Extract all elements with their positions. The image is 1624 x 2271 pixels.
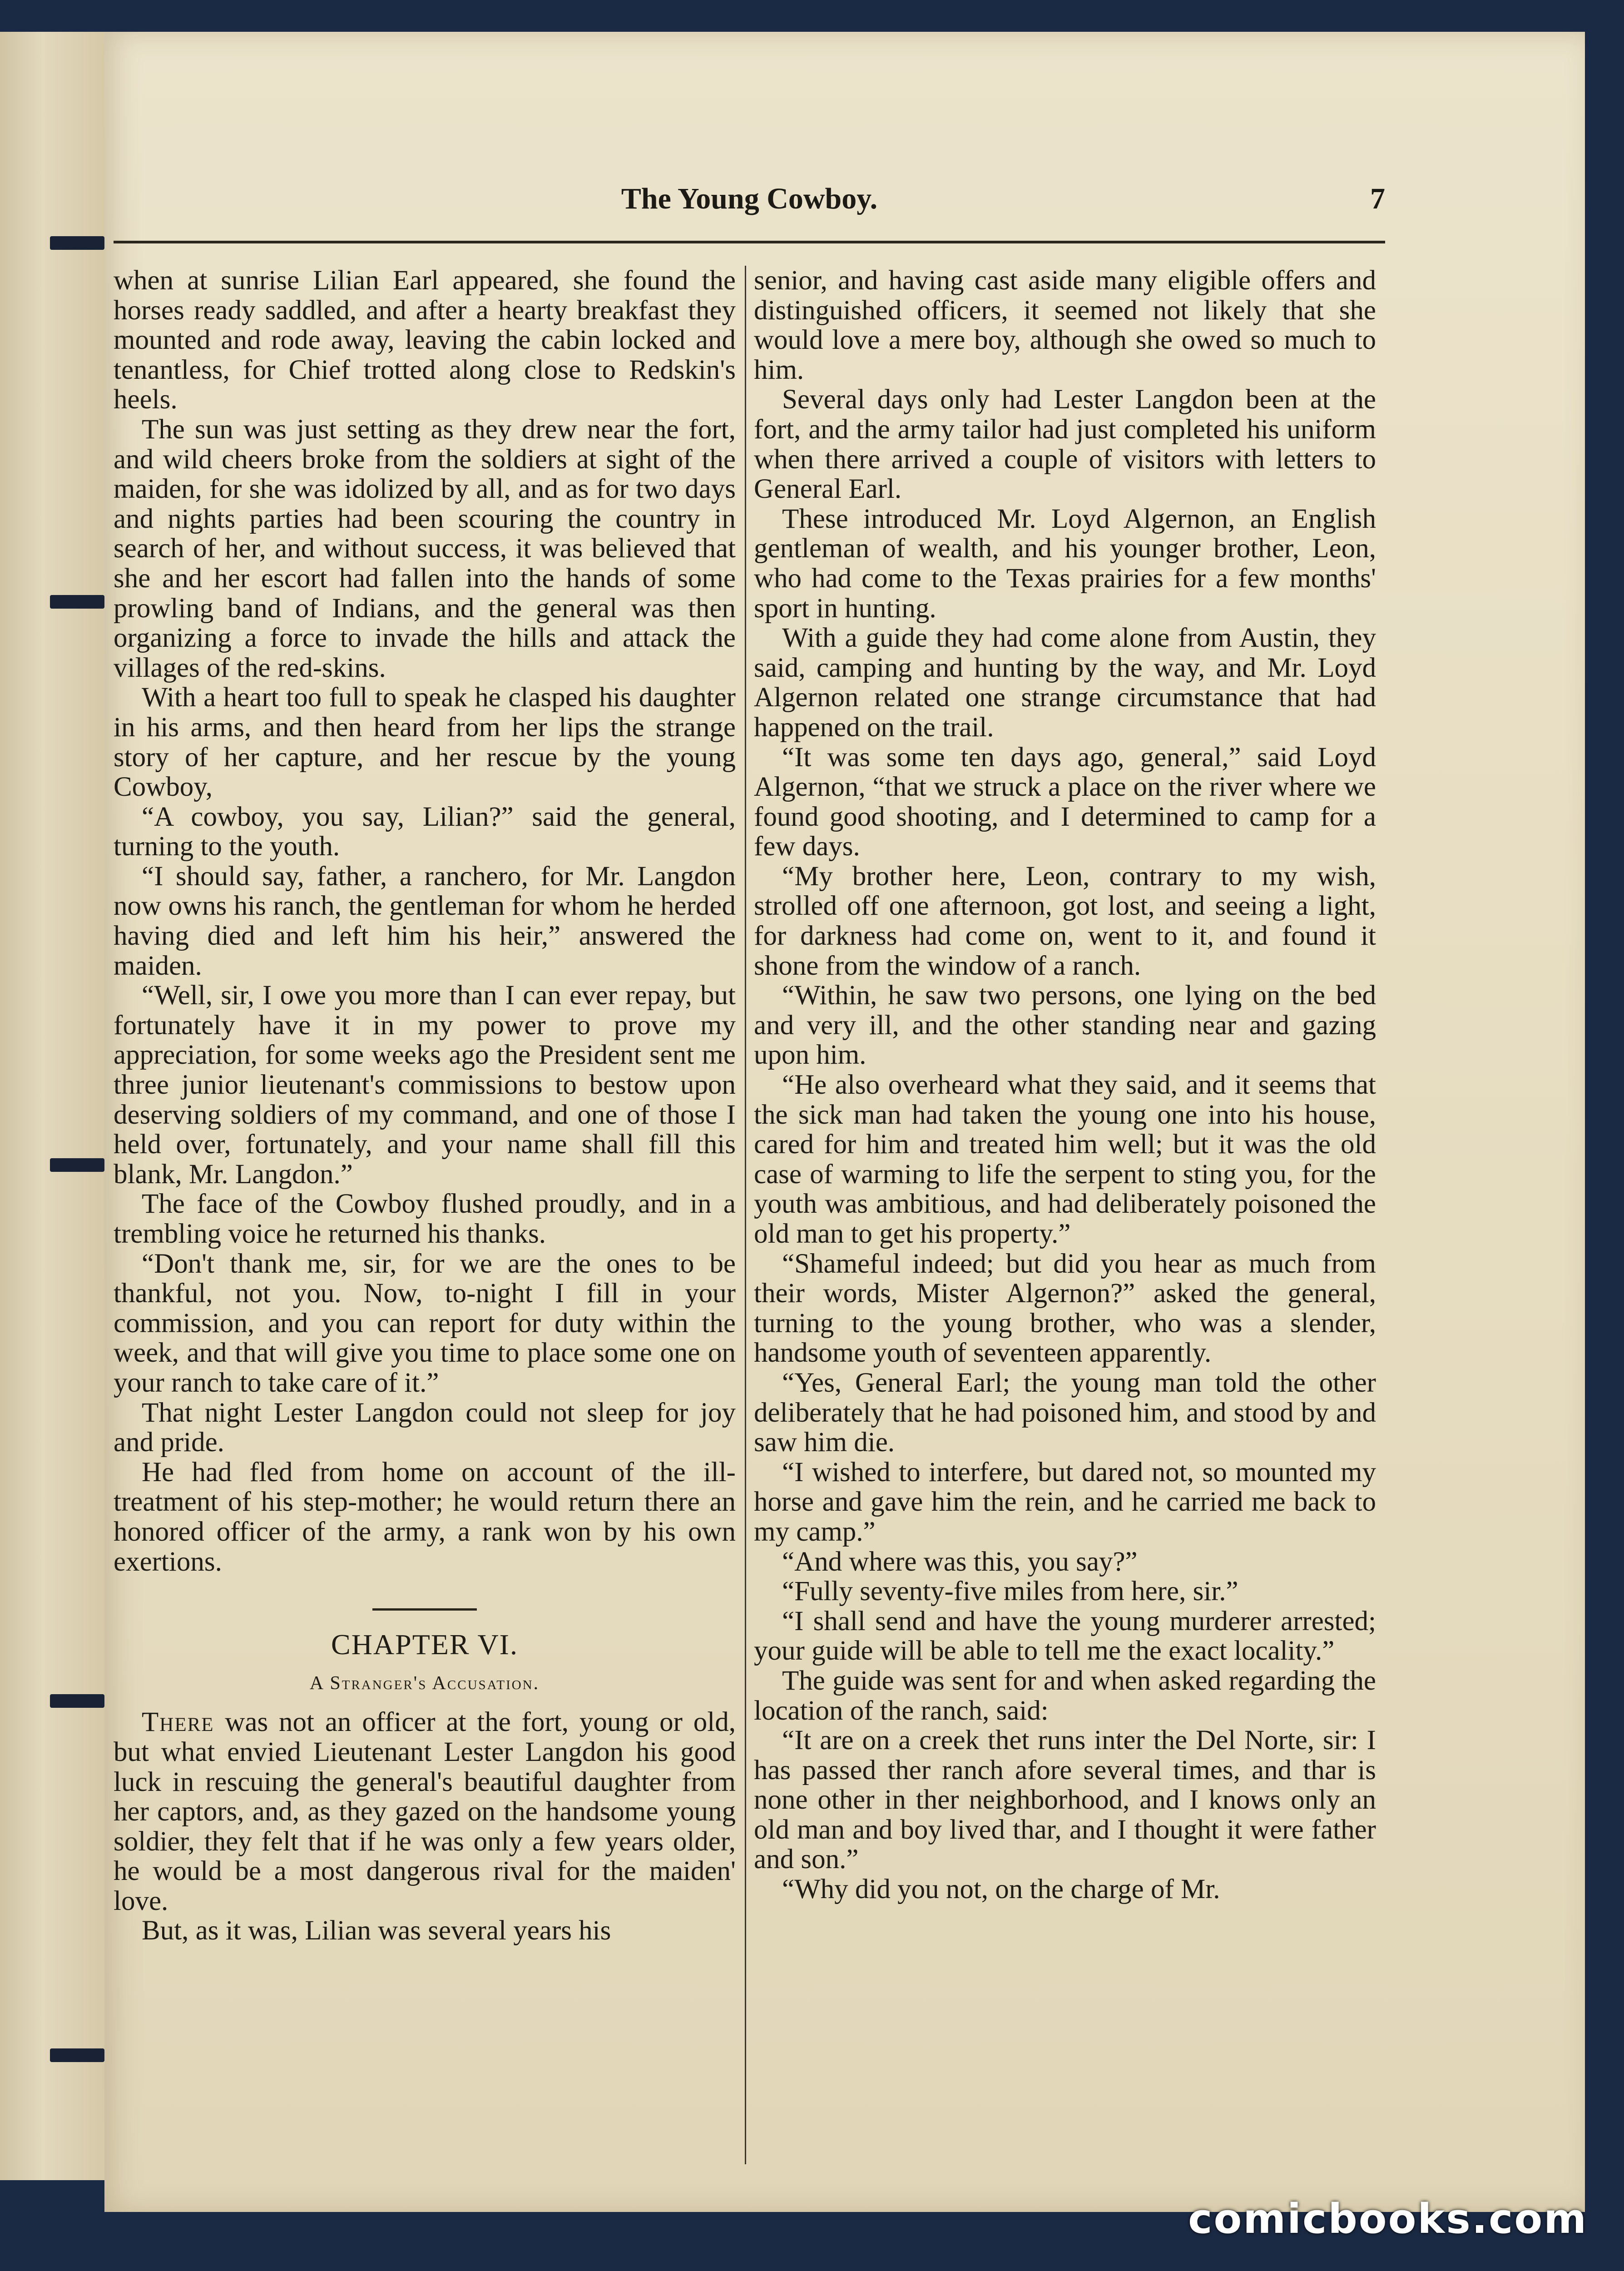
paragraph: senior, and having cast aside many eligible offers and distinguished officers, it seemed not likely that she would love a mere boy, although she owed so much to him. [754,265,1376,385]
paragraph: “My brother here, Leon, contrary to my wish, strolled off one afternoon, got lost, and seeing a light, for darkness had come on, went to it, and found it shone from the window of a ranch. [754,861,1376,981]
chapter-first-text: was not an officer at the fort, young or old, but what envied Lieutenant Lester Langdon his good luck in rescuing the general's beautiful daughter from her captors, and, as they gazed on the handsome young soldier, they felt that if he was only a few years older, he would be a most dangerous rival for the maiden' love. [114,1707,736,1916]
paragraph: With a heart too full to speak he clasped his daughter in his arms, and then heard from her lips the strange story of her capture, and her rescue by the young Cowboy, [114,682,736,803]
chapter-first-word: There [142,1707,214,1738]
paragraph: “Well, sir, I owe you more than I can ever repay, but fortunately have it in my power to prove my appreciation, for some weeks ago the President sent me three junior lieutenant's commissions to bestow upon deserving soldiers of my command, and one of those I held over, fortunately, and your name shall fill this blank, Mr. Langdon.” [114,980,736,1190]
page-header [114,154,1385,245]
paragraph: The face of the Cowboy flushed proudly, and in a trembling voice he returned his thanks. [114,1189,736,1249]
paragraph: The sun was just setting as they drew near the fort, and wild cheers broke from the soldiers at sight of the maiden, for she was idolized by all, and as for two days and nights parties had been scouring the country in search of her, and without success, it was believed that she and her escort had fallen into the hands of some prowling band of Indians, and the general was then organizing a force to invade the hills and attack the villages of the red-skins. [114,414,736,683]
paragraph: “Yes, General Earl; the young man told the other deliberately that he had poisoned him, and stood by and saw him die. [754,1367,1376,1458]
binding-spine [0,32,104,2180]
paragraph: With a guide they had come alone from Austin, they said, camping and hunting by the way, and Mr. Loyd Algernon related one strange circumstance that had happened on the trail. [754,623,1376,743]
paragraph: That night Lester Langdon could not sleep for joy and pride. [114,1397,736,1458]
paragraph: “Don't thank me, sir, for we are the ones to be thankful, not you. Now, to-night I fill in your commission, and you can report for duty within the week, and that will give you time to place some one on your ranch to take care of it.” [114,1248,736,1398]
paragraph: “I should say, father, a ranchero, for Mr. Langdon now owns his ranch, the gentleman for whom he herded having died and left him his heir,” answered the maiden. [114,861,736,981]
paragraph: These introduced Mr. Loyd Algernon, an English gentleman of wealth, and his younger brother, Leon, who had come to the Texas prairies for a few months' sport in hunting. [754,503,1376,624]
paragraph: when at sunrise Lilian Earl appeared, she found the horses ready saddled, and after a hearty breakfast they mounted and rode away, leaving the cabin locked and tenantless, for Chief trotted along close to Redskin's heels. [114,265,736,415]
paragraph: He had fled from home on account of the ill-treatment of his step-mother; he would return there an honored officer of the army, a rank won by his own exertions. [114,1457,736,1577]
running-title: The Young Cowboy. [621,182,878,215]
chapter-divider [372,1608,477,1611]
chapter-opening-paragraph [114,1707,736,1916]
column-divider [745,266,746,2164]
paragraph: “Why did you not, on the charge of Mr. [782,1874,1220,1905]
paragraph: “Within, he saw two persons, one lying on the bed and very ill, and the other standing near and gazing upon him. [754,980,1376,1071]
paragraph: “He also overheard what they said, and it seems that the sick man had taken the young one into his house, cared for him and treated him well; but it was the old case of warming to life the serpent to sting you, for the youth was ambitious, and had deliberately poisoned the old man to get his property.” [754,1070,1376,1249]
paragraph: “I wished to interfere, but dared not, so mounted my horse and gave him the rein, and he carried me back to my camp.” [754,1457,1376,1547]
binding-stitch [50,595,104,609]
paragraph: “I shall send and have the young murderer arrested; your guide will be able to tell me the exact locality.” [754,1606,1376,1666]
right-column [754,266,1376,1904]
paragraph: “Fully seventy-five miles from here, sir.” [782,1576,1238,1607]
paragraph: Several days only had Lester Langdon been at the fort, and the army tailor had just completed his uniform when there arrived a couple of visitors with letters to General Earl. [754,384,1376,505]
paragraph: “Shameful indeed; but did you hear as much from their words, Mister Algernon?” asked the general, turning to the young brother, who was a slender, handsome youth of seventeen apparently. [754,1248,1376,1369]
header-rule [114,241,1385,243]
page-number: 7 [1370,182,1385,215]
binding-stitch [50,1694,104,1708]
paragraph: The guide was sent for and when asked regarding the location of the ranch, said: [754,1665,1376,1726]
paragraph: “It are on a creek thet runs inter the Del Norte, sir: I has passed ther ranch afore several times, and thar is none other in ther neighborhood, and I knows only an old man and boy lived thar, and I thought it were father and son.” [754,1725,1376,1875]
paragraph: But, as it was, Lilian was several years his [142,1915,611,1946]
site-watermark: comicbooks.com [1188,2195,1588,2243]
paragraph: “It was some ten days ago, general,” said Loyd Algernon, “that we struck a place on the river where we found good shooting, and I determined to camp for a few days. [754,742,1376,862]
chapter-title: CHAPTER VI. [331,1628,518,1661]
binding-stitch [50,1158,104,1172]
binding-stitch [50,236,104,250]
chapter-subtitle: A Stranger's Accusation. [309,1672,540,1694]
paragraph: “And where was this, you say?” [782,1546,1138,1577]
left-column [114,266,736,1946]
paragraph: “A cowboy, you say, Lilian?” said the general, turning to the youth. [114,801,736,862]
binding-stitch [50,2048,104,2062]
